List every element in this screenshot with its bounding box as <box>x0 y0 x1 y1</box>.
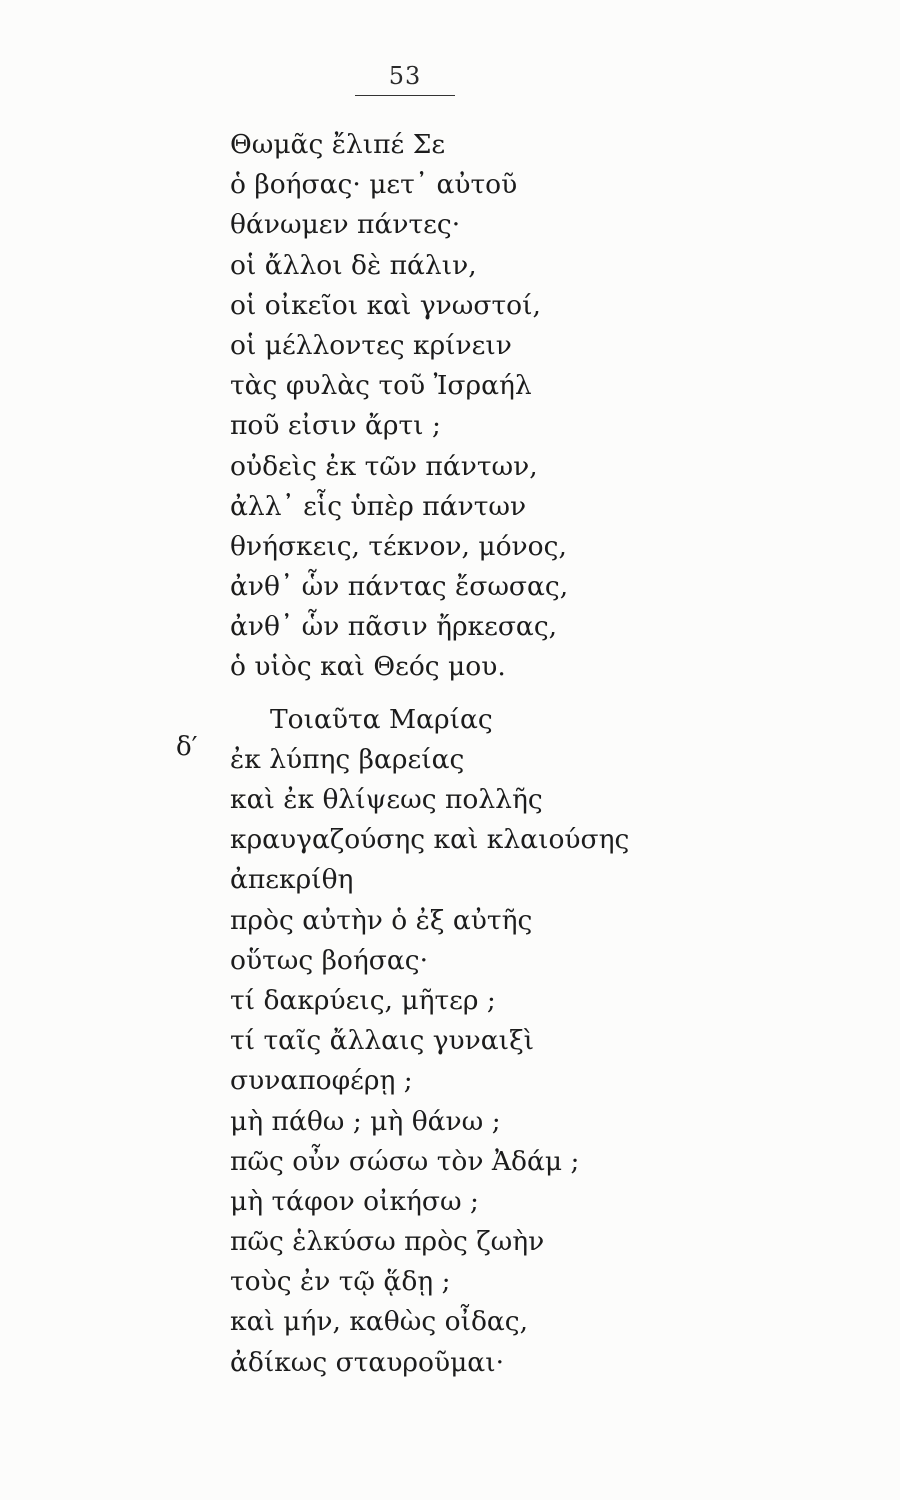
verse-line: συναποφέρῃ ; <box>230 1065 413 1097</box>
verse-line: πῶς ἑλκύσω πρὸς ζωὴν <box>230 1226 545 1258</box>
verse-line: ἐκ λύπης βαρείας <box>230 743 465 775</box>
verse-line: θάνωμεν πάντες· <box>230 209 461 241</box>
verse-line: Τοιαῦτα Μαρίας <box>270 703 493 735</box>
verse-line: ὁ βοήσας· μετ᾽ αὐτοῦ <box>230 169 518 201</box>
page-number-rule <box>355 95 455 96</box>
verse-line: κραυγαζούσης καὶ κλαιούσης <box>230 824 630 856</box>
verse-line: καὶ ἐκ θλίψεως πολλῆς <box>230 784 543 815</box>
verse-line: ἀδίκως σταυροῦμαι· <box>230 1346 505 1378</box>
verse-line: θνήσκεις, τέκνον, μόνος, <box>230 530 567 562</box>
stanza-gap <box>230 688 850 700</box>
verse-line: οἱ ἄλλοι δὲ πάλιν, <box>230 249 477 281</box>
stanza-2 <box>230 700 850 1383</box>
verse-line: οἱ οἰκεῖοι καὶ γνωστοί, <box>230 289 541 321</box>
verse-line: οἱ μέλλοντες κρίνειν <box>230 329 512 361</box>
verse-line: καὶ μήν, καθὼς οἶδας, <box>230 1306 529 1338</box>
verse-line: ἀνθ᾽ ὧν πάντας ἔσωσας, <box>230 571 569 603</box>
verse-line: οὕτως βοήσας· <box>230 944 428 976</box>
verse-line: ἀπεκρίθη <box>230 864 354 896</box>
verse-line: πρὸς αὐτὴν ὁ ἐξ αὐτῆς <box>230 904 533 936</box>
verse-line: τί δακρύεις, μῆτερ ; <box>230 984 496 1016</box>
verse-line: ἀνθ᾽ ὧν πᾶσιν ἤρκεσας, <box>230 611 558 643</box>
verse-line: τί ταῖς ἄλλαις γυναιξὶ <box>230 1025 535 1057</box>
verse-line: Θωμᾶς ἔλιπέ Σε <box>230 129 446 160</box>
verse-line: μὴ πάθω ; μὴ θάνω ; <box>230 1105 501 1137</box>
verse-text <box>230 125 850 1383</box>
verse-line: ποῦ εἰσιν ἄρτι ; <box>230 410 441 442</box>
verse-line: ἀλλ᾽ εἷς ὑπὲρ πάντων <box>230 490 527 522</box>
stanza-marker: δ′ <box>176 732 198 762</box>
verse-line: τοὺς ἐν τῷ ᾅδῃ ; <box>230 1266 451 1298</box>
verse-line: οὐδεὶς ἐκ τῶν πάντων, <box>230 450 538 482</box>
verse-line: μὴ τάφον οἰκήσω ; <box>230 1185 479 1217</box>
verse-line: πῶς οὖν σώσω τὸν Ἀδάμ ; <box>230 1145 580 1177</box>
verse-line: ὁ υἱὸς καὶ Θεός μου. <box>230 651 506 683</box>
page-number: 53 <box>388 62 422 90</box>
verse-line: τὰς φυλὰς τοῦ Ἰσραήλ <box>230 370 532 402</box>
stanza-1 <box>230 125 850 688</box>
